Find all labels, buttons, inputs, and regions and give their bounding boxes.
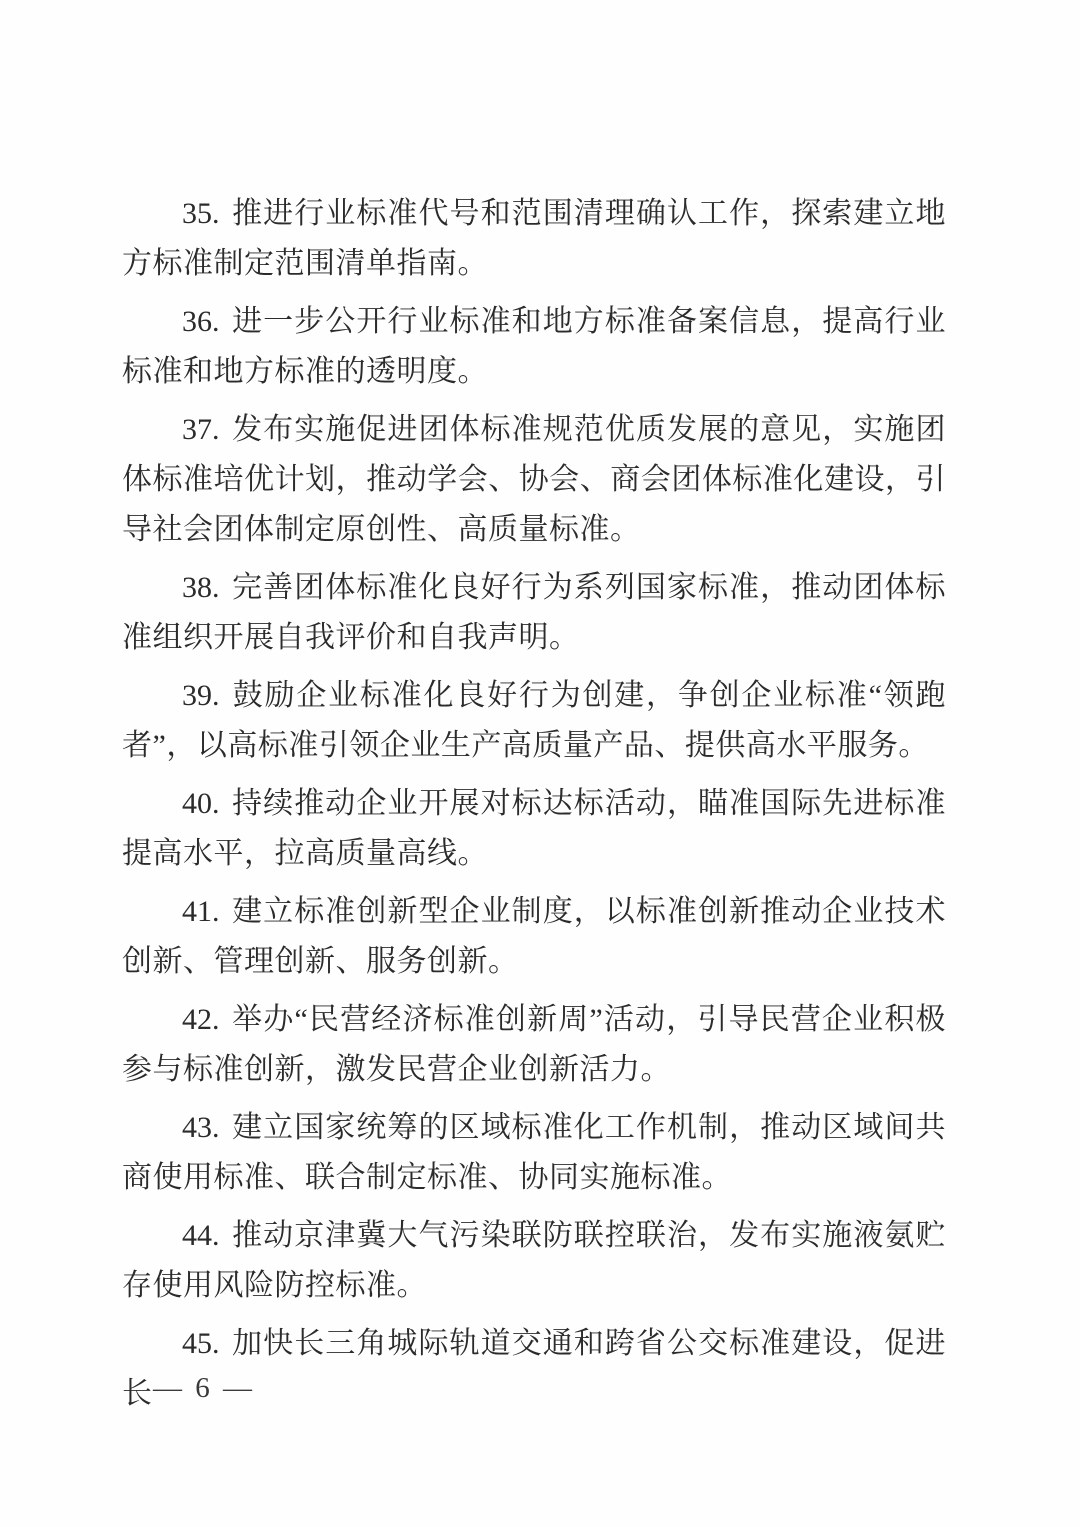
item-number: 45.	[182, 1327, 220, 1360]
item-text: 鼓励企业标准化良好行为创建，争创企业标准“领跑者”，以高标准引领企业生产高质量产品、提供高水平服务。	[122, 679, 946, 762]
document-item	[122, 297, 946, 397]
item-number: 38.	[182, 571, 220, 604]
item-text: 加快长三角城际轨道交通和跨省公交标准建设，促进长	[122, 1327, 946, 1410]
document-item	[122, 1103, 946, 1203]
item-number: 36.	[182, 305, 220, 338]
item-text: 推进行业标准代号和范围清理确认工作，探索建立地方标准制定范围清单指南。	[122, 197, 946, 280]
document-item	[122, 887, 946, 987]
document-item	[122, 995, 946, 1095]
document-item	[122, 1211, 946, 1311]
item-text: 举办“民营经济标准创新周”活动，引导民营企业积极参与标准创新，激发民营企业创新活力。	[122, 1003, 946, 1086]
item-number: 40.	[182, 787, 220, 820]
item-text: 建立标准创新型企业制度，以标准创新推动企业技术创新、管理创新、服务创新。	[122, 895, 946, 978]
document-item	[122, 563, 946, 663]
document-item	[122, 189, 946, 289]
item-text: 推动京津冀大气污染联防联控联治，发布实施液氨贮存使用风险防控标准。	[122, 1219, 946, 1302]
item-number: 43.	[182, 1111, 220, 1144]
item-number: 41.	[182, 895, 220, 928]
item-number: 39.	[182, 679, 220, 712]
item-text: 持续推动企业开展对标达标活动，瞄准国际先进标准提高水平，拉高质量高线。	[122, 787, 946, 870]
item-text: 进一步公开行业标准和地方标准备案信息，提高行业标准和地方标准的透明度。	[122, 305, 946, 388]
item-text: 建立国家统筹的区域标准化工作机制，推动区域间共商使用标准、联合制定标准、协同实施标准。	[122, 1111, 946, 1194]
item-number: 35.	[182, 197, 220, 230]
page-number: — 6 —	[153, 1372, 255, 1404]
item-number: 42.	[182, 1003, 220, 1036]
item-number: 44.	[182, 1219, 220, 1252]
document-item	[122, 779, 946, 879]
item-text: 发布实施促进团体标准规范优质发展的意见，实施团体标准培优计划，推动学会、协会、商会团体标准化建设，引导社会团体制定原创性、高质量标准。	[122, 413, 946, 546]
document-item	[122, 671, 946, 771]
item-number: 37.	[182, 413, 220, 446]
document-body	[122, 189, 946, 1427]
document-item	[122, 405, 946, 555]
item-text: 完善团体标准化良好行为系列国家标准，推动团体标准组织开展自我评价和自我声明。	[122, 571, 946, 654]
